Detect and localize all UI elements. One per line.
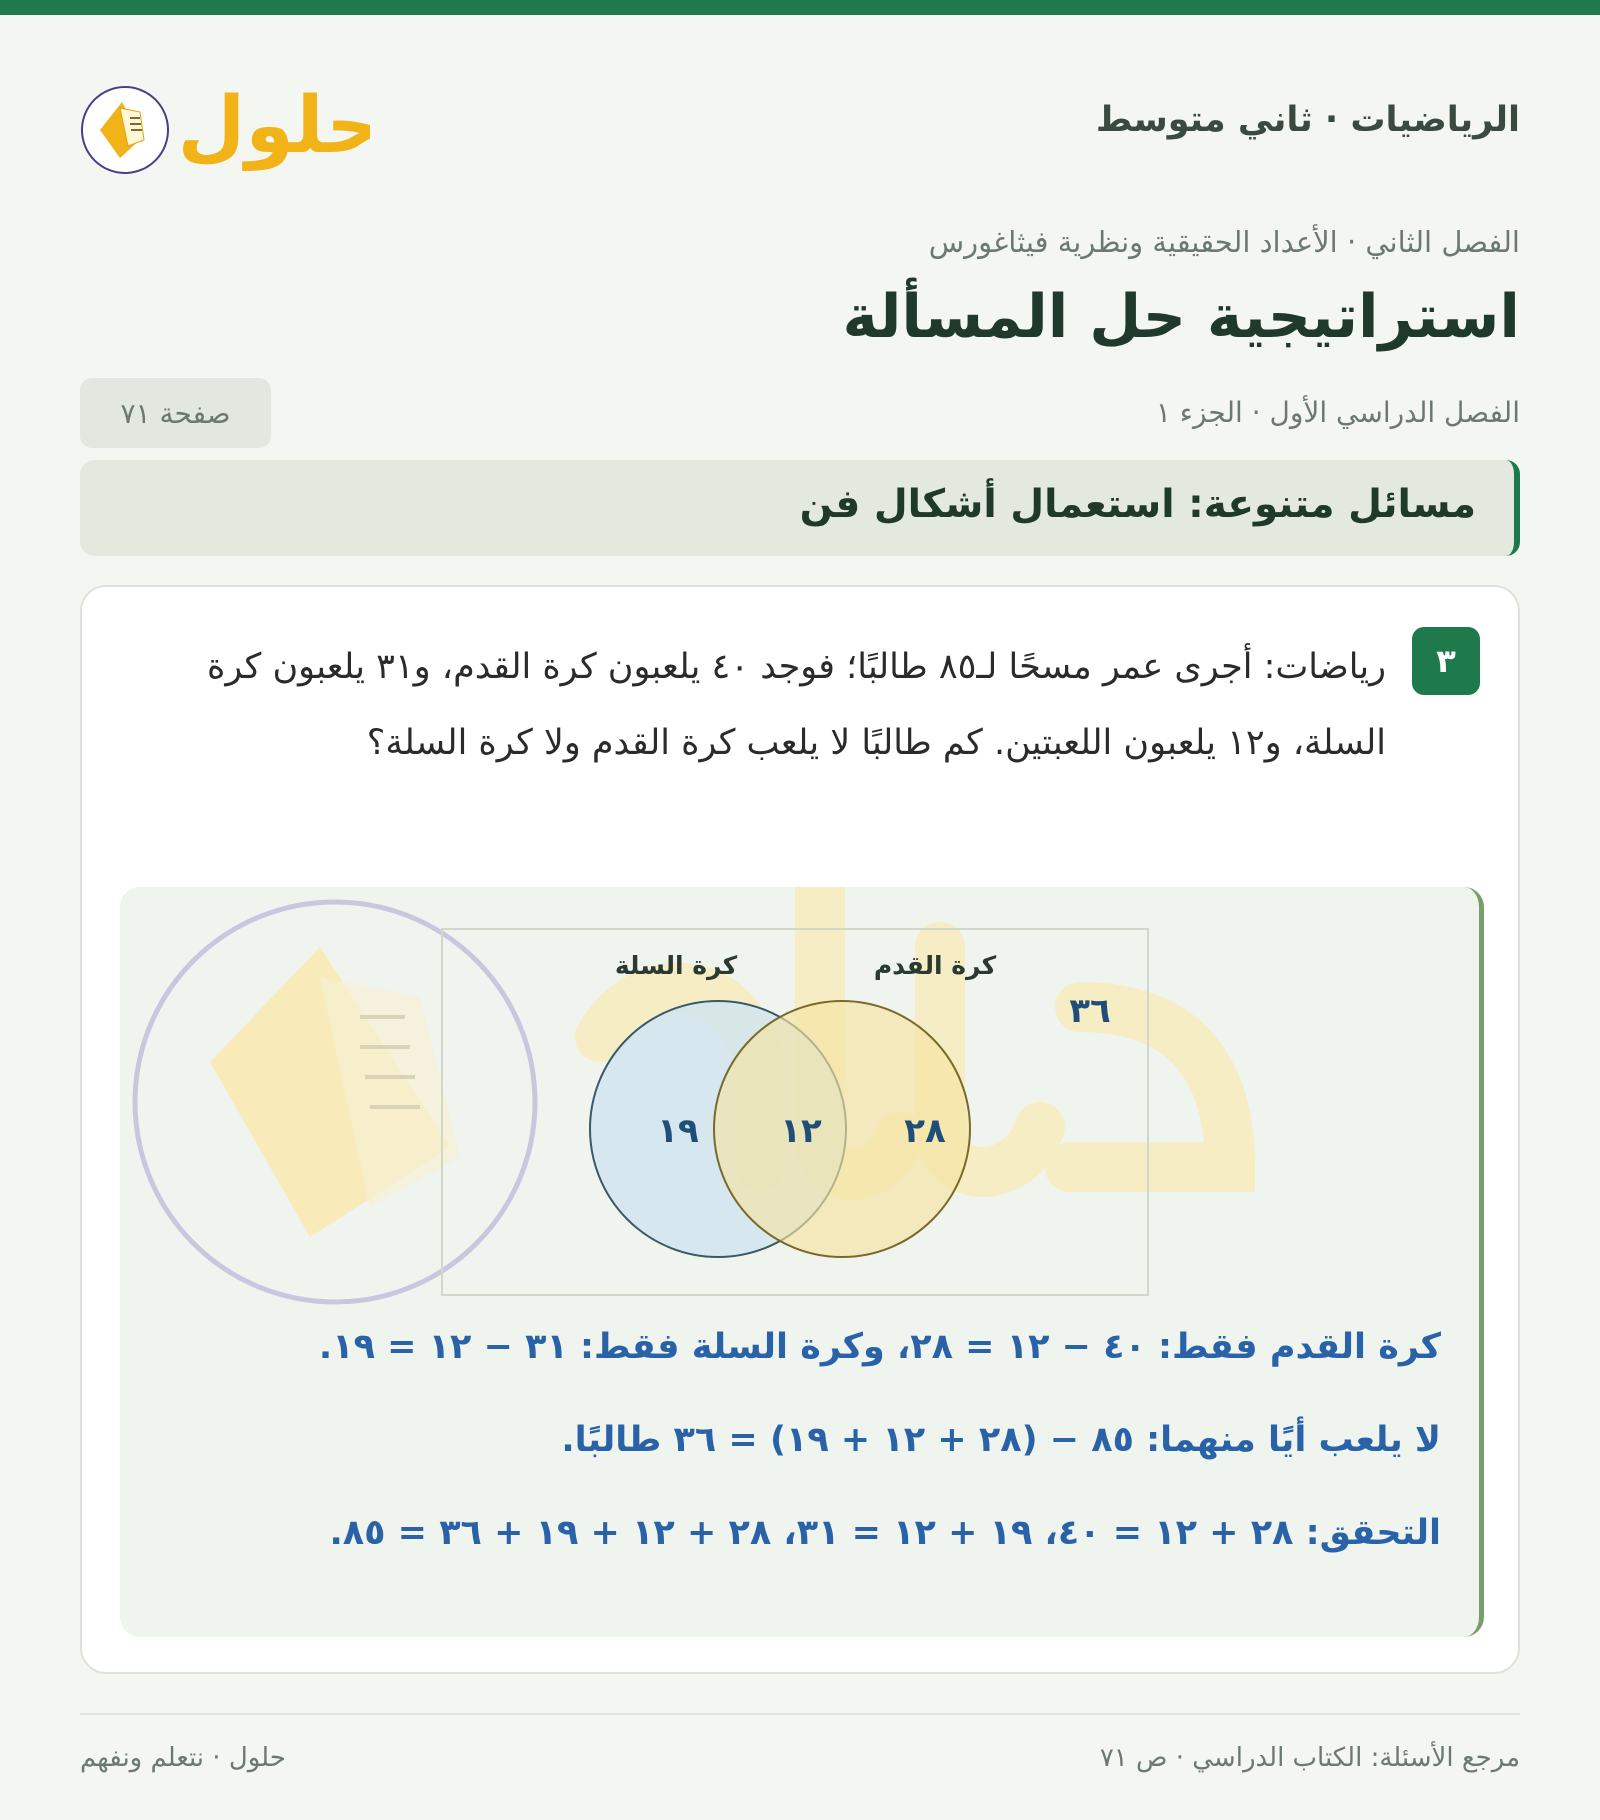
chapter-subtitle: الفصل الثاني · الأعداد الحقيقية ونظرية فيثاغورس — [928, 225, 1520, 259]
solution-box — [120, 887, 1484, 1637]
questions-reference: مرجع الأسئلة: الكتاب الدراسي · ص ٧١ — [1099, 1743, 1520, 1773]
question-number-badge: ٣ — [1412, 627, 1480, 695]
football-label: كرة القدم — [873, 951, 997, 980]
lesson-title: استراتيجية حل المسألة — [842, 282, 1520, 352]
basketball-only-value: ١٩ — [657, 1111, 699, 1151]
both-value: ١٢ — [780, 1111, 822, 1151]
section-title: مسائل متنوعة: استعمال أشكال فن — [799, 482, 1476, 527]
logo-wordmark: حلول — [177, 81, 370, 171]
top-accent-bar — [0, 0, 1600, 15]
basketball-label: كرة السلة — [614, 951, 738, 980]
solution-step-1: كرة القدم فقط: ٤٠ − ١٢ = ٢٨، وكرة السلة فقط: ٣١ − ١٢ = ١٩. — [318, 1327, 1441, 1367]
footer-brand: حلول · نتعلم ونفهم — [80, 1743, 286, 1773]
term-info: الفصل الدراسي الأول · الجزء ١ — [1155, 396, 1520, 429]
hulul-logo[interactable] — [80, 60, 370, 185]
football-only-value: ٢٨ — [904, 1111, 946, 1151]
solution-step-3: التحقق: ٢٨ + ١٢ = ٤٠، ١٩ + ١٢ = ٣١، ٢٨ + ١٢ + ١٩ + ٣٦ = ٨٥. — [329, 1513, 1441, 1553]
page-badge: صفحة ٧١ — [80, 378, 271, 448]
question-text: رياضات: أجرى عمر مسحًا لـ٨٥ طالبًا؛ فوجد ٤٠ يلعبون كرة القدم، و٣١ يلعبون كرة السلة، و١٢ يلعبون اللعبتين. كم طالبًا لا يلعب كرة القدم ولا كرة السلة؟ — [207, 647, 1386, 763]
header — [80, 60, 1520, 190]
section-header — [80, 460, 1520, 556]
venn-diagram — [440, 927, 1150, 1297]
footer-divider — [80, 1713, 1520, 1715]
subject-grade-title: الرياضيات · ثاني متوسط — [1095, 100, 1520, 140]
solution-step-2: لا يلعب أيًا منهما: ٨٥ − (٢٨ + ١٢ + ١٩) = ٣٦ طالبًا. — [561, 1420, 1441, 1460]
question-card — [80, 585, 1520, 1674]
neither-value: ٣٦ — [1069, 991, 1111, 1031]
solution-steps — [141, 1327, 1441, 1606]
